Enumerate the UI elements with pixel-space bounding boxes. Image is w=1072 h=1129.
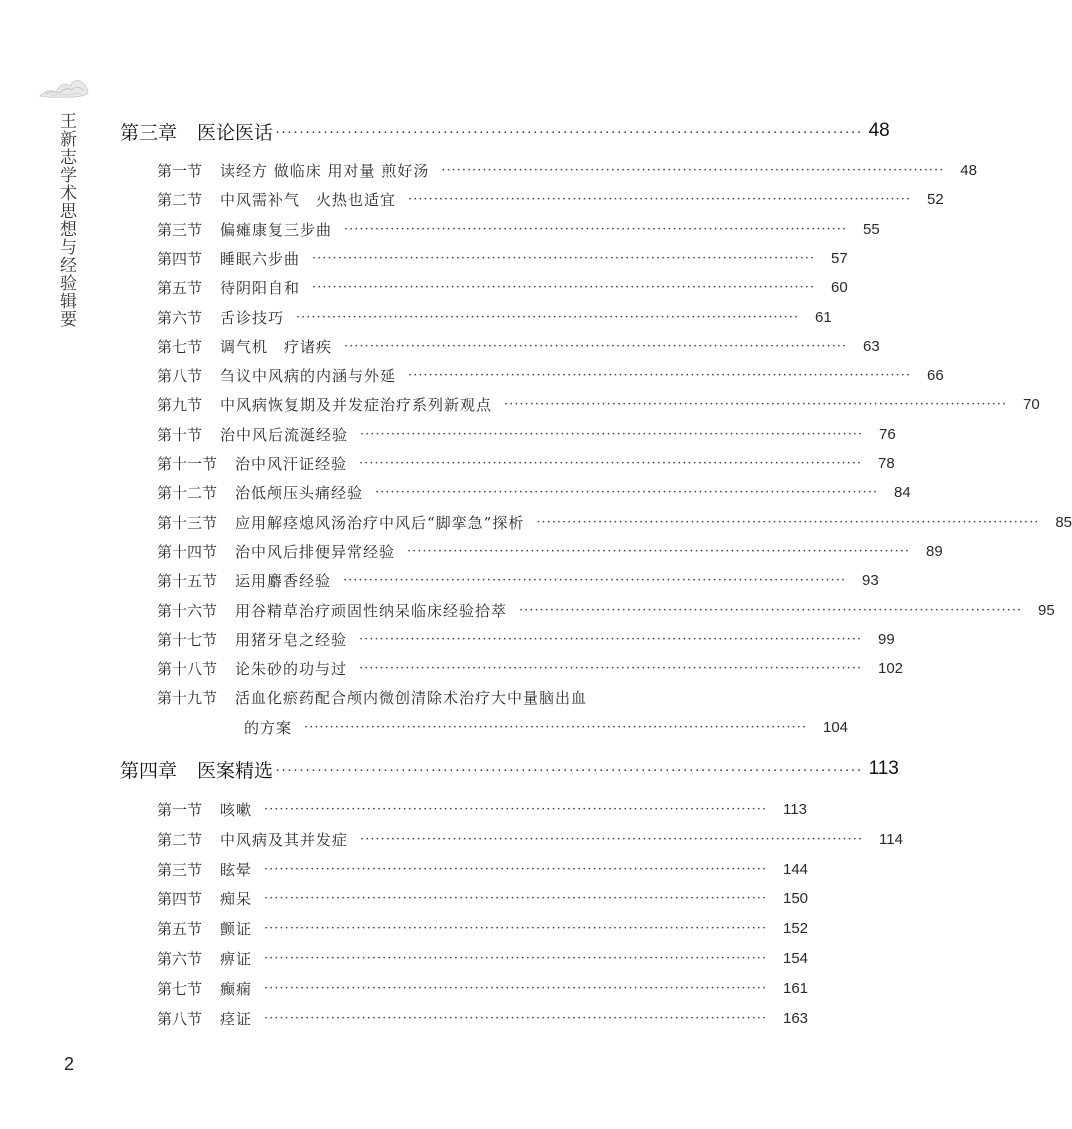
dot-leader: ·································································································· (264, 950, 767, 966)
section-page: 113 (783, 800, 807, 818)
dot-leader: ·································································································· (344, 338, 847, 354)
section-entry[interactable] (157, 392, 1040, 416)
section-title: 刍议中风病的内涵与外延 (220, 366, 397, 385)
chapter-label: 第四章 (120, 760, 178, 782)
section-page: 78 (878, 454, 895, 472)
dot-leader: ·································································································· (375, 484, 878, 500)
section-title: 眩晕 (220, 860, 253, 879)
dot-leader: ·································································································· (408, 367, 911, 383)
section-title: 调气机 疗诸疾 (220, 337, 333, 356)
section-entry[interactable] (157, 217, 880, 241)
section-entry[interactable] (157, 797, 807, 821)
section-number: 第六节 (157, 949, 203, 968)
dot-leader: ·································································································· (264, 1010, 767, 1026)
section-title: 痉证 (220, 1009, 253, 1028)
chapter-title: 医案精选 (197, 760, 274, 782)
dot-leader: ·································································································· (360, 426, 863, 442)
section-title: 待阴阳自和 (220, 278, 301, 297)
section-entry[interactable] (157, 246, 848, 270)
dot-leader: ·································································································· (312, 279, 815, 295)
section-entry[interactable] (157, 480, 911, 504)
section-number: 第七节 (157, 337, 203, 356)
dot-leader: ·································································································· (519, 602, 1022, 618)
section-number: 第一节 (157, 161, 203, 180)
section-title: 中风需补气 火热也适宜 (220, 190, 397, 209)
section-title: 活血化瘀药配合颅内微创清除术治疗大中量脑出血 (235, 688, 588, 707)
section-title: 咳嗽 (220, 800, 253, 819)
section-number: 第十九节 (157, 688, 218, 707)
section-title: 用猪牙皂之经验 (235, 630, 348, 649)
section-number: 第八节 (157, 1009, 203, 1028)
section-page: 76 (879, 425, 896, 443)
section-page: 163 (783, 1009, 809, 1027)
section-entry-continued[interactable] (244, 715, 849, 739)
section-page: 84 (894, 483, 911, 501)
dot-leader: ·································································································· (504, 396, 1007, 412)
dot-leader: ·································································································· (359, 660, 862, 676)
section-number: 第五节 (157, 278, 203, 297)
section-title: 偏瘫康复三步曲 (220, 220, 333, 239)
section-page: 114 (879, 830, 903, 848)
dot-leader: ·································································································· (312, 250, 815, 266)
section-page: 63 (863, 337, 880, 355)
section-title: 癫痫 (220, 979, 253, 998)
section-entry[interactable] (157, 451, 895, 475)
section-number: 第十六节 (157, 601, 218, 620)
section-number: 第六节 (157, 308, 203, 327)
section-entry[interactable] (157, 685, 684, 709)
dot-leader: ·································································································· (264, 920, 767, 936)
section-page: 95 (1038, 601, 1055, 619)
section-number: 第十八节 (157, 659, 218, 678)
dot-leader: ·································································································· (360, 831, 863, 847)
section-entry[interactable] (157, 946, 809, 970)
dot-leader: ·································································································· (264, 980, 767, 996)
dot-leader: ·································································································· (359, 631, 862, 647)
section-entry[interactable] (157, 857, 809, 881)
dot-leader: ·································································································· (441, 162, 945, 178)
section-page: 152 (783, 919, 809, 937)
section-page: 55 (863, 220, 880, 238)
page-number: 2 (64, 1054, 75, 1074)
section-entry[interactable] (157, 568, 879, 592)
section-number: 第十节 (157, 425, 203, 444)
section-page: 93 (862, 571, 879, 589)
section-title: 痴呆 (220, 889, 253, 908)
dot-leader: ·································································································· (275, 122, 863, 140)
section-number: 第十二节 (157, 483, 218, 502)
section-title: 痹证 (220, 949, 253, 968)
section-number: 第四节 (157, 889, 203, 908)
section-title: 颤证 (220, 919, 253, 938)
section-entry[interactable] (157, 363, 944, 387)
section-entry[interactable] (157, 305, 832, 329)
section-entry[interactable] (157, 656, 904, 680)
dot-leader: ·································································································· (407, 543, 910, 559)
section-number: 第三节 (157, 220, 203, 239)
section-entry[interactable] (157, 158, 977, 182)
section-title: 中风病及其并发症 (220, 830, 349, 849)
dot-leader: ·································································································· (359, 455, 862, 471)
section-title: 治中风汗证经验 (235, 454, 348, 473)
section-entry[interactable] (157, 976, 809, 1000)
section-entry[interactable] (157, 334, 880, 358)
section-title: 治中风后流涎经验 (220, 425, 349, 444)
section-title: 应用解痉熄风汤治疗中风后“脚挛急”探析 (235, 513, 525, 532)
section-title: 治低颅压头痛经验 (235, 483, 364, 502)
section-entry[interactable] (157, 627, 895, 651)
dot-leader: ·································································································· (408, 191, 911, 207)
chapter-title: 医论医话 (197, 122, 274, 144)
section-page: 66 (927, 366, 944, 384)
section-title: 治中风后排便异常经验 (235, 542, 396, 561)
section-page: 89 (926, 542, 943, 560)
section-page: 70 (1023, 395, 1040, 413)
section-number: 第十五节 (157, 571, 218, 590)
dot-leader: ·································································································· (536, 514, 1040, 530)
section-entry[interactable] (157, 916, 809, 940)
section-page: 48 (960, 161, 977, 179)
dot-leader: ·································································································· (264, 801, 767, 817)
section-page: 57 (831, 249, 848, 267)
dot-leader: ·································································································· (264, 890, 767, 906)
section-title: 舌诊技巧 (220, 308, 285, 327)
section-page: 52 (927, 190, 944, 208)
section-number: 第七节 (157, 979, 203, 998)
section-number: 第十七节 (157, 630, 218, 649)
section-title: 论朱砂的功与过 (235, 659, 348, 678)
section-page: 161 (783, 979, 809, 997)
section-page: 104 (822, 718, 849, 736)
section-entry[interactable] (157, 510, 1072, 534)
section-title: 用谷精草治疗顽固性纳呆临床经验拾萃 (235, 601, 508, 620)
section-number: 第十三节 (157, 513, 218, 532)
chapter-entry[interactable] (120, 116, 890, 146)
section-page: 154 (783, 949, 809, 967)
section-number: 第九节 (157, 395, 203, 414)
chapter-page: 113 (868, 758, 899, 779)
cloud-mountain-logo-icon (38, 66, 90, 100)
section-number: 第五节 (157, 919, 203, 938)
dot-leader: ·································································································· (264, 861, 767, 877)
section-entry[interactable] (157, 539, 943, 563)
dot-leader: ·································································································· (344, 221, 847, 237)
section-number: 第八节 (157, 366, 203, 385)
section-title: 中风病恢复期及并发症治疗系列新观点 (220, 395, 493, 414)
section-page: 85 (1055, 513, 1072, 531)
section-number: 第一节 (157, 800, 203, 819)
section-entry[interactable] (157, 187, 944, 211)
section-entry[interactable] (157, 886, 809, 910)
section-entry[interactable] (157, 598, 1055, 622)
chapter-page: 48 (868, 120, 890, 141)
section-title: 读经方 做临床 用对量 煎好汤 (220, 161, 430, 180)
dot-leader: ·································································································· (304, 719, 807, 735)
section-page: 99 (878, 630, 895, 648)
dot-leader: ·································································································· (275, 760, 863, 778)
section-title: 运用麝香经验 (235, 571, 332, 590)
dot-leader: ·································································································· (296, 309, 799, 325)
section-entry[interactable] (157, 275, 848, 299)
section-entry[interactable] (157, 827, 903, 851)
section-number: 第十四节 (157, 542, 218, 561)
section-number: 第四节 (157, 249, 203, 268)
section-title-continued: 的方案 (244, 718, 293, 737)
section-title: 睡眠六步曲 (220, 249, 301, 268)
book-title-vertical: 王新志学术思想与经验辑要 (56, 112, 76, 328)
section-page: 102 (878, 659, 904, 677)
section-number: 第十一节 (157, 454, 218, 473)
chapter-label: 第三章 (120, 122, 178, 144)
section-number: 第二节 (157, 190, 203, 209)
section-page: 61 (815, 308, 832, 326)
section-entry[interactable] (157, 422, 896, 446)
section-number: 第二节 (157, 830, 203, 849)
section-entry[interactable] (157, 1006, 809, 1030)
section-page: 144 (783, 860, 809, 878)
section-page: 60 (831, 278, 848, 296)
chapter-entry[interactable] (120, 754, 899, 784)
section-number: 第三节 (157, 860, 203, 879)
dot-leader: ·································································································· (343, 572, 846, 588)
section-page: 150 (783, 889, 809, 907)
